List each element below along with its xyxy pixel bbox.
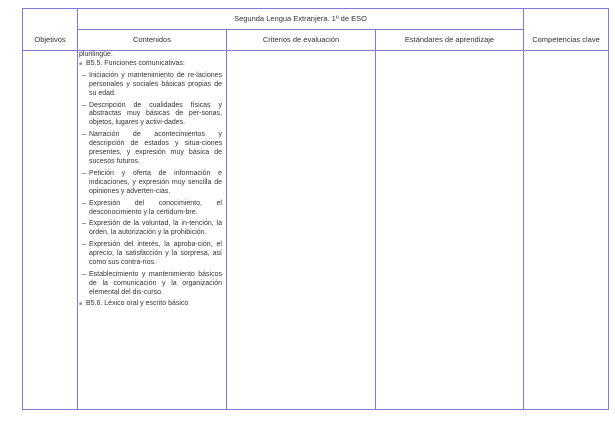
table-border-right	[608, 8, 609, 410]
content-item-label: B5.5. Funciones comunicativas:	[86, 59, 185, 67]
table-border-left	[22, 8, 23, 410]
dash-icon: –	[82, 241, 86, 249]
dash-icon: –	[82, 220, 86, 228]
bullet-icon: ■	[79, 60, 83, 67]
col-divider	[523, 8, 524, 410]
col-divider	[226, 30, 227, 410]
column-header-criterios: Criterios de evaluación	[262, 35, 340, 45]
column-header-competencias: Competencias clave	[532, 35, 600, 45]
dash-icon: –	[82, 131, 86, 139]
content-item	[79, 300, 222, 309]
content-subitem	[79, 241, 222, 268]
content-subitem-text: Iniciación y mantenimiento de re-laciones personales y sociales básicas propias de su edad.	[89, 71, 222, 97]
col-divider	[375, 30, 376, 410]
content-subitem-text: Petición y oferta de información e indicaciones, y expresión muy sencilla de opiniones y adverten-cias.	[89, 169, 222, 195]
content-subitem-text: Establecimiento y mantenimiento básicos de la comunicación y la organización elemental del dis-curso.	[89, 270, 222, 296]
column-header-estandares: Estándares de aprendizaje	[404, 35, 495, 45]
content-subitem-text: Expresión del conocimiento, el desconocimiento y la certidum-bre.	[89, 199, 222, 216]
column-header-objetivos: Objetivos	[34, 35, 66, 45]
column-header-contenidos: Contenidos	[133, 35, 171, 45]
contenidos-cell	[79, 51, 222, 309]
table-border-bottom	[22, 409, 609, 410]
content-subitem-text: Descripción de cualidades físicas y abstractas muy básicas de per-sonas, objetos, lugares y activi-dades.	[89, 101, 222, 127]
content-subitem	[79, 72, 222, 99]
content-subitem-text: Expresión del interés, la aproba-ción, el aprecio, la satisfacción y la sorpresa, así como sus contra-rios.	[89, 241, 222, 267]
content-item-label: B5.6. Léxico oral y escrito básico	[86, 299, 189, 307]
continued-text: plurilingüe.	[79, 51, 113, 58]
content-subitem	[79, 200, 222, 218]
dash-icon: –	[82, 270, 86, 278]
content-subitem	[79, 220, 222, 238]
dash-icon: –	[82, 101, 86, 109]
content-item	[79, 60, 222, 69]
bullet-icon: ■	[79, 300, 83, 307]
content-subitem	[79, 131, 222, 167]
content-subitem	[79, 170, 222, 197]
col-divider	[77, 8, 78, 410]
content-subitem-text: Expresión de la voluntad, la in-tención, la orden, la autorización y la prohibición.	[89, 220, 222, 237]
content-subitem	[79, 271, 222, 298]
dash-icon: –	[82, 169, 86, 177]
dash-icon: –	[82, 71, 86, 79]
dash-icon: –	[82, 199, 86, 207]
table-title: Segunda Lengua Extranjera. 1º de ESO	[234, 14, 367, 24]
content-subitem	[79, 102, 222, 129]
content-subitem-text: Narración de acontecimientos y descripción de estados y situa-ciones presentes, y expresión muy básica de sucesos futuros.	[89, 131, 222, 165]
